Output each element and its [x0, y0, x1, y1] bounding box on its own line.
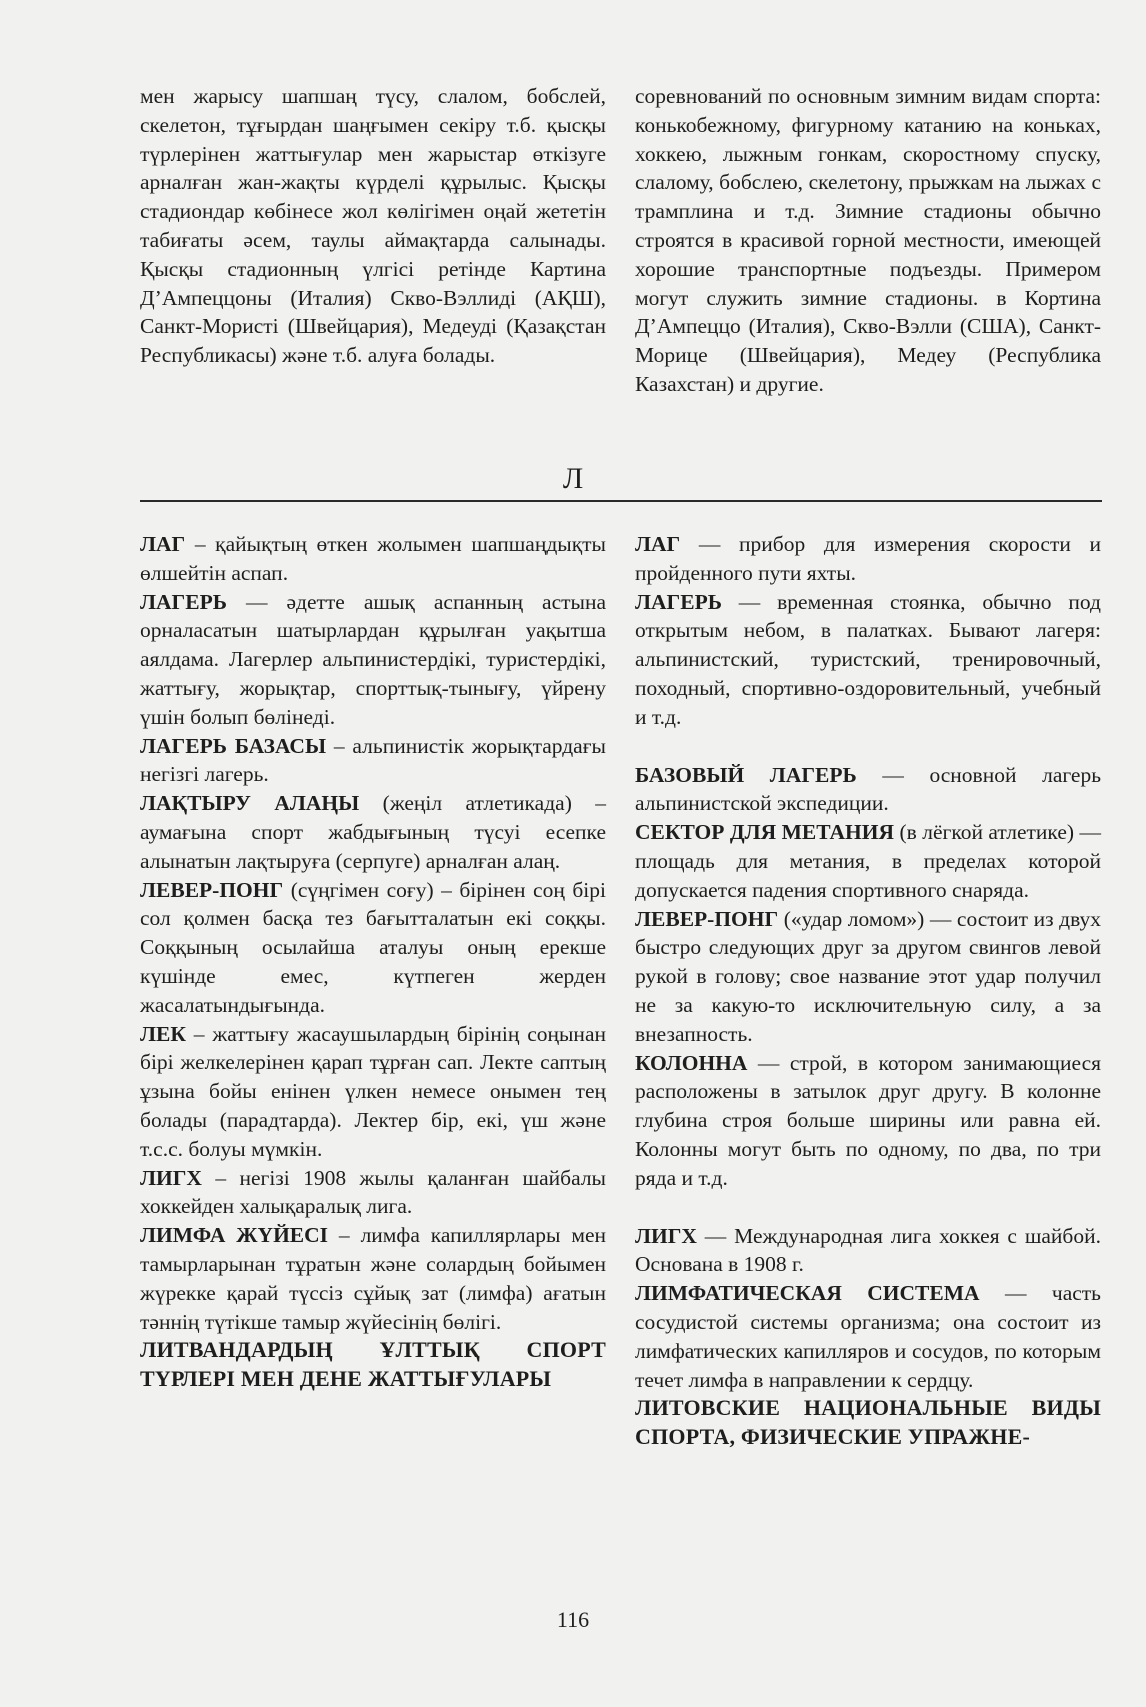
- entry-ru-lever-pong: [635, 905, 1101, 1049]
- kk-continuation-text: мен жарысу шапшаң түсу, слалом, бобслей, скелетон, тұғырдан шаңғымен секіру т.б. қысқы түрлерінен жаттығулар мен жарыстар өткізуге арналған жан-жақты күрделі құрылыс. Қысқы стадиондар көбінесе жол көлігімен оңай жететін табиғаты әсем, таулы аймақтарда салынады. Қысқы стадионның үлгісі ретінде Картина Д’Ампеццоны (Италия) Скво-Вэллиді (АҚШ), Санкт-Мористі (Швейцария), Медеуді (Қазақстан Республикасы) және т.б. алуға болады.: [140, 84, 606, 368]
- definition: (жеңіл атлетикада) – аумағына спорт жабдығының түсуі есепке алынатын лақтыруға (серпуге) арналған алаң.: [140, 791, 606, 873]
- entry-kk-litva: [140, 1336, 606, 1394]
- entry-kk-limfa: [140, 1221, 606, 1336]
- page-number: 116: [556, 1607, 590, 1632]
- definition: («удар ломом») — состоит из двух быстро следующих друг за другом свингов левой рукой в голову; свое название этот удар получил не за какую-то исключительную силу, а за внезапность.: [635, 906, 1101, 1046]
- definition: – лимфа капиллярлары мен тамырларынан тұратын және солардың бойымен жүрекке қарай түссіз сұйық зат (лимфа) ағатын тәннің түтікше тамыр жүйесінің бөлігі.: [140, 1223, 606, 1334]
- headword: ЛИТВАНДАРДЫҢ ҰЛТТЫҚ СПОРТ ТҮРЛЕРІ МЕН ДЕНЕ ЖАТТЫҒУЛАРЫ: [140, 1337, 606, 1392]
- entry-kk-lager: [140, 588, 606, 732]
- entry-kk-lever-pong: [140, 876, 606, 1020]
- entry-ru-kolonna: [635, 1049, 1101, 1193]
- section-letter: Л: [562, 462, 584, 495]
- headword: ЛАҚТЫРУ АЛАҢЫ: [140, 791, 360, 816]
- definition: — строй, в котором занимающиеся расположены в затылок друг другу. В колонне глубина строя больше ширины или равна ей. Колонны могут быть по одному, по два, по три ряда и т.д.: [635, 1050, 1101, 1190]
- definition: — прибор для измерения скорости и пройденного пути яхты.: [635, 532, 1101, 585]
- entry-ru-bazovy-lager: [635, 761, 1101, 819]
- spacer: [635, 1193, 1101, 1222]
- definition: (сүңгімен соғу) – бірінен соң бірі сол қолмен басқа тез бағытталатын екі соққы. Соққының осылайша аталуы оның ерекше күшінде емес, күтпеген жерден жасалатындығында.: [140, 877, 606, 1017]
- headword: СЕКТОР ДЛЯ МЕТАНИЯ: [635, 820, 895, 845]
- headword: ЛИТОВСКИЕ НАЦИОНАЛЬНЫЕ ВИДЫ СПОРТА, ФИЗИЧЕСКИЕ УПРАЖНЕ-: [635, 1395, 1101, 1450]
- section-divider: [140, 500, 1102, 502]
- headword: ЛИМФАТИЧЕСКАЯ СИСТЕМА: [635, 1281, 980, 1306]
- headword: ЛАГ: [635, 532, 681, 556]
- headword: ЛЕВЕР-ПОНГ: [140, 877, 284, 902]
- definition: – қайықтың өткен жолымен шапшаңдықты өлшейтін аспап.: [140, 532, 606, 585]
- entry-ru-litva: [635, 1394, 1101, 1452]
- kk-entries-column: [140, 530, 606, 1394]
- entry-kk-lek: [140, 1020, 606, 1164]
- definition: — основной лагерь альпинистской экспедиции.: [635, 762, 1101, 816]
- definition: — Международная лига хоккея с шайбой. Основана в 1908 г.: [635, 1223, 1101, 1277]
- headword: ЛИГХ: [140, 1165, 202, 1190]
- headword: ЛАГЕРЬ: [635, 589, 722, 614]
- headword: БАЗОВЫЙ ЛАГЕРЬ: [635, 762, 857, 787]
- definition: – альпинистік жорықтардағы негізгі лагерь.: [140, 733, 606, 787]
- entry-kk-laktyru-alany: [140, 789, 606, 875]
- ru-entries-column: [635, 530, 1101, 1452]
- entry-kk-lager-bazasy: [140, 732, 606, 790]
- headword: ЛАГЕРЬ БАЗАСЫ: [140, 733, 327, 758]
- headword: ЛАГ: [140, 532, 186, 556]
- spacer: [635, 732, 1101, 761]
- headword: ЛАГЕРЬ: [140, 589, 227, 614]
- definition: – жаттығу жасаушылардың бірінің соңынан бірі желкелерінен қарап тұрған сап. Лекте саптың ұзына бойы енінен үлкен немесе онымен тең болады (парадтарда). Лектер бір, екі, үш және т.с.с. болуы мүмкін.: [140, 1021, 606, 1161]
- kk-continuation: [140, 82, 606, 370]
- headword: ЛЕВЕР-ПОНГ: [635, 906, 779, 931]
- entry-ru-limfa: [635, 1279, 1101, 1394]
- headword: ЛИМФА ЖҮЙЕСІ: [140, 1223, 329, 1248]
- entry-ru-lager: [635, 588, 1101, 732]
- entry-kk-ligh: [140, 1164, 606, 1222]
- ru-continuation-text: соревнований по основным зимним видам спорта: конькобежному, фигурному катанию на коньках, хоккею, лыжным гонкам, скоростному спуску, слалому, бобслею, скелетону, прыжкам на лыжах с трамплина и т.д. Зимние стадионы обычно строятся в красивой горной местности, имеющей хорошие транспортные подъезды. Примером могут служить зимние стадионы. в Кортина Д’Ампеццо (Италия), Скво-Вэлли (США), Санкт-Морице (Швейцария), Медеу (Республика Казахстан) и другие.: [635, 84, 1101, 396]
- definition: — временная стоянка, обычно под открытым небом, в палатках. Бывают лагеря: альпинистский, туристский, тренировочный, походный, спортивно-оздоровительный, учебный и т.д.: [635, 589, 1101, 729]
- definition: — әдетте ашық аспанның астына орналасатын шатырлардан құрылған уақытша аялдама. Лагерлер альпинистердікі, туристердікі, жаттығу, жорықтар, спорттық-тынығу, үйрену үшін болып бөлінеді.: [140, 589, 606, 729]
- entry-kk-lag: [140, 530, 606, 588]
- entry-ru-ligh: [635, 1222, 1101, 1280]
- entry-ru-sektor: [635, 818, 1101, 904]
- definition: – негізі 1908 жылы қаланған шайбалы хоккейден халықаралық лига.: [140, 1165, 606, 1219]
- headword: ЛИГХ: [635, 1223, 697, 1248]
- definition: (в лёгкой атлетике) — площадь для метания, в пределах которой допускается падения спортивного снаряда.: [635, 820, 1101, 902]
- headword: КОЛОННА: [635, 1050, 748, 1075]
- definition: — часть сосудистой системы организма; она состоит из лимфатических капилляров и сосудов, по которым течет лимфа в направлении к сердцу.: [635, 1281, 1101, 1392]
- headword: ЛЕК: [140, 1021, 186, 1046]
- entry-ru-lag: [635, 530, 1101, 588]
- ru-continuation: [635, 82, 1101, 399]
